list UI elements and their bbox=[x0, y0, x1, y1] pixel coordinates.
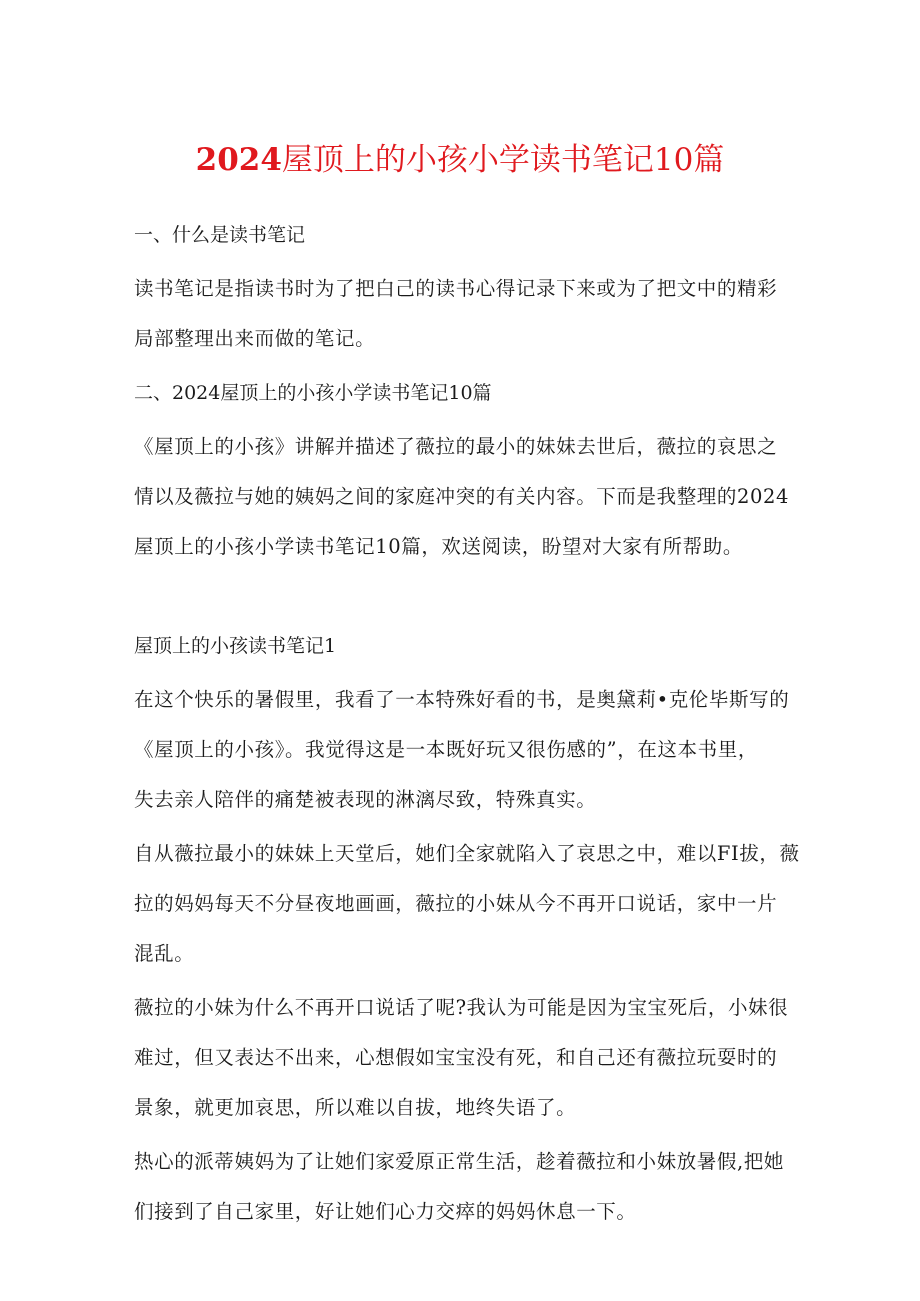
spacer bbox=[134, 580, 794, 625]
text-line: 情以及薇拉与她的姨妈之间的家庭冲突的有关内容。下而是我整理的2024 bbox=[134, 485, 790, 508]
text-line: 在这个快乐的暑假里，我看了一本特殊好看的书，是奥黛莉•克伦毕斯写的 bbox=[134, 688, 790, 711]
text-line: 自从薇拉最小的妹妹上天堂后，她们全家就陷入了哀思之中，难以FI拔，薇 bbox=[134, 842, 800, 865]
text-line: 拉的妈妈每天不分昼夜地画画，薇拉的小妹从今不再开口说话，家中一片 bbox=[134, 892, 778, 915]
note-heading: 屋顶上的小孩读书笔记1 bbox=[134, 635, 337, 657]
text-line: 混乱。 bbox=[134, 942, 195, 965]
section-heading: 一、什么是读书笔记 bbox=[134, 224, 306, 246]
paragraph bbox=[134, 426, 794, 568]
section-heading: 二、2024屋顶上的小孩小学读书笔记10篇 bbox=[134, 382, 492, 404]
title-text: 屋顶上的小孩小学读书笔记10篇 bbox=[281, 142, 725, 178]
text-line: 局部整理出来而做的笔记。 bbox=[134, 327, 376, 350]
text-line: 读书笔记是指读书时为了把白己的读书心得记录下来或为了把文中的精彩 bbox=[134, 277, 778, 300]
text-line: 薇拉的小妹为什么不再开口说话了呢?我认为可能是因为宝宝死后，小妹很 bbox=[134, 996, 789, 1019]
text-line: 屋顶上的小孩小学读书笔记10篇，欢送阅读，盼望对大家有所帮助。 bbox=[134, 535, 743, 558]
document-title bbox=[0, 138, 920, 182]
paragraph bbox=[134, 833, 800, 975]
title-number: 2024 bbox=[195, 142, 282, 178]
text-line: 失去亲人陪伴的痛楚被表现的淋漓尽致，特殊真实。 bbox=[134, 788, 597, 811]
paragraph bbox=[134, 268, 794, 360]
text-line: 难过，但又表达不出来，心想假如宝宝没有死，和自己还有薇拉玩耍时的 bbox=[134, 1046, 778, 1069]
paragraph bbox=[134, 987, 794, 1129]
text-line: 们接到了自己家里，好让她们心力交瘁的妈妈休息一下。 bbox=[134, 1200, 637, 1223]
paragraph bbox=[134, 679, 794, 821]
text-line: 热心的派蒂姨妈为了让她们家爱原正常生活，趁着薇拉和小妹放暑假,把她 bbox=[134, 1150, 784, 1173]
paragraph bbox=[134, 1141, 794, 1233]
document-body bbox=[134, 214, 800, 1245]
text-line: 《屋顶上的小孩》。我觉得这是一本既好玩又很伤感的”，在这本书里， bbox=[134, 738, 758, 761]
text-line: 《屋顶上的小孩》讲解并描述了薇拉的最小的妹妹去世后，薇拉的哀思之 bbox=[134, 435, 778, 458]
text-line: 景象，就更加哀思，所以难以自拔，地终失语了。 bbox=[134, 1096, 577, 1119]
